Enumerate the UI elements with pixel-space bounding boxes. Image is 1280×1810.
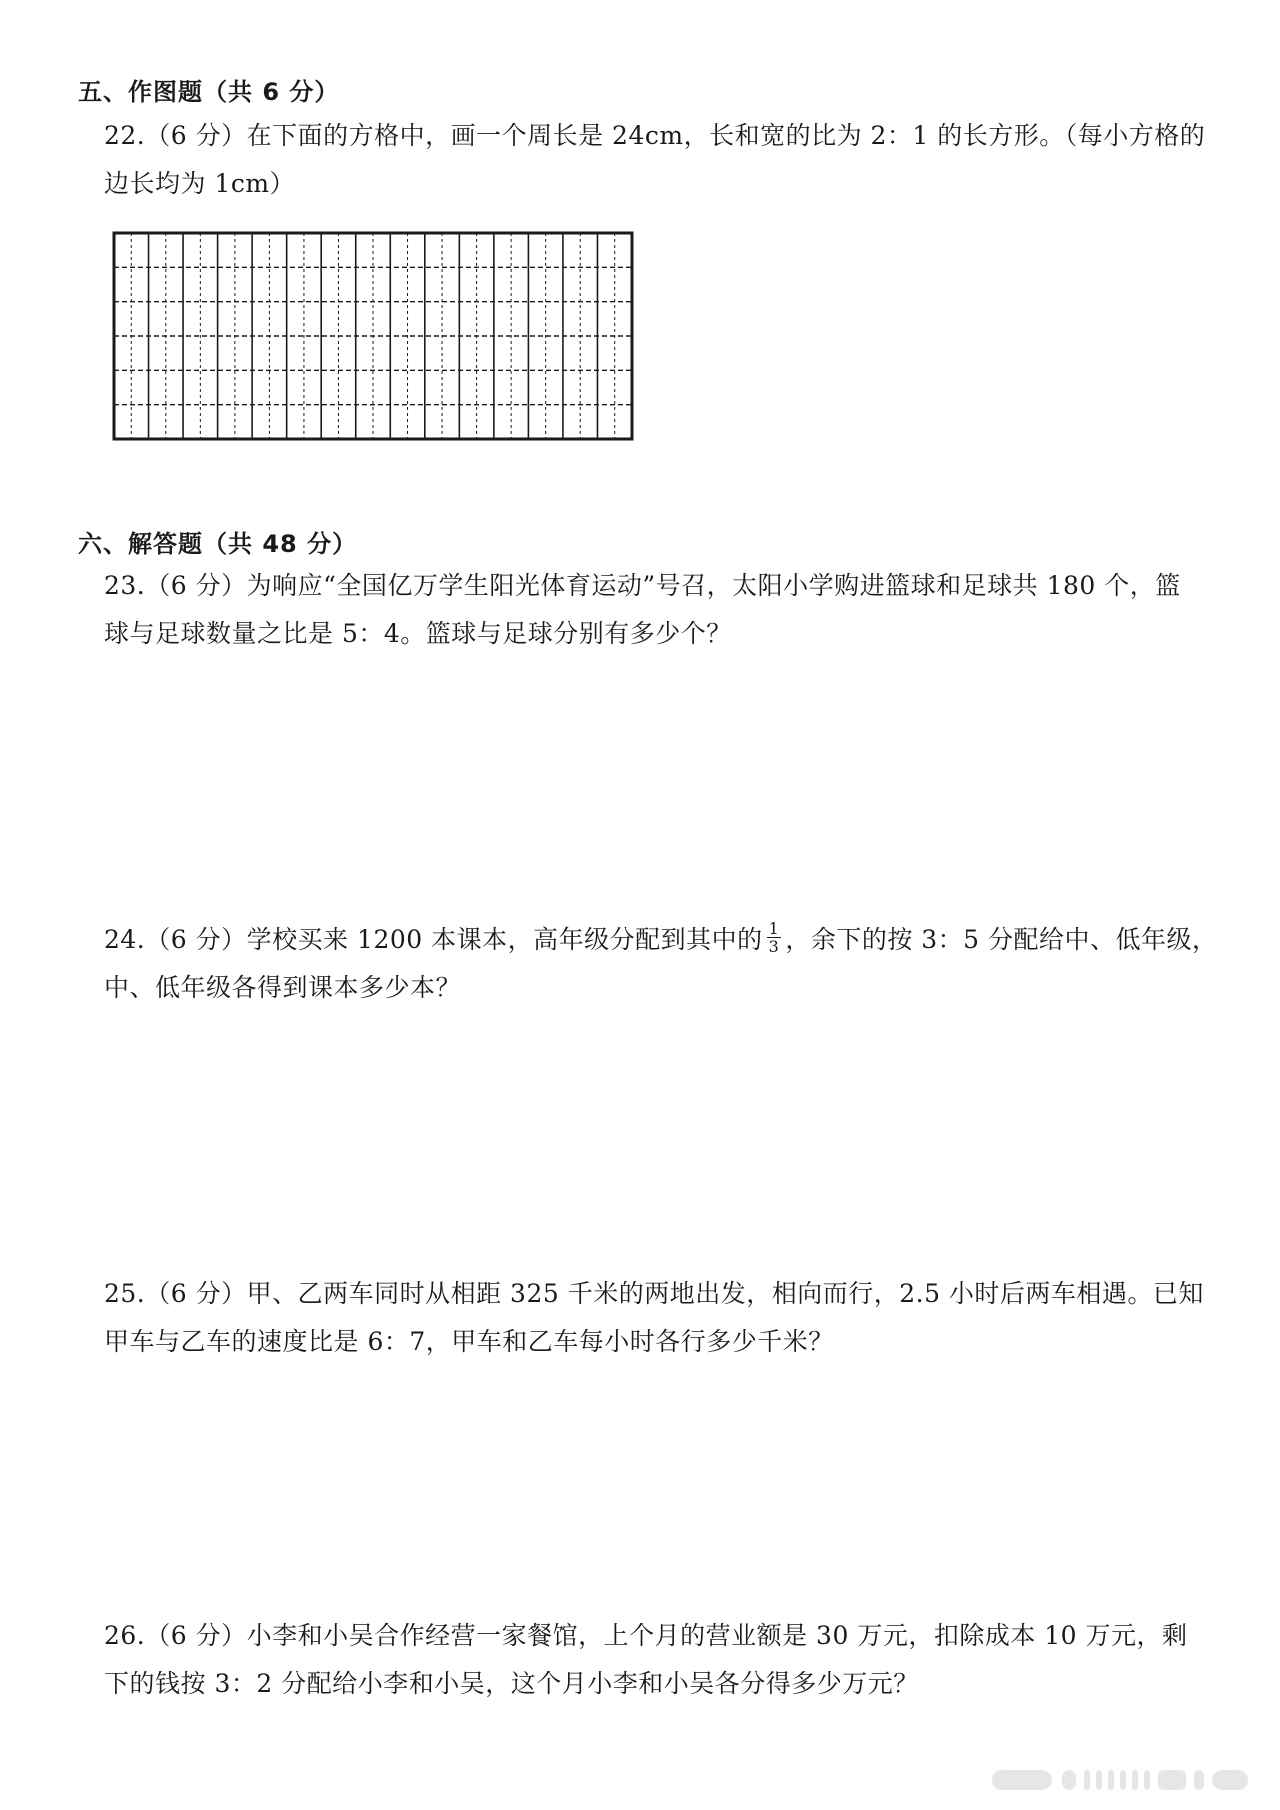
question-23-line-1: 23.（6 分）为响应“全国亿万学生阳光体育运动”号召，太阳小学购进篮球和足球共 180 个，篮 bbox=[104, 571, 1181, 600]
question-24-line-2: 中、低年级各得到课本多少本？ bbox=[104, 973, 462, 1002]
grid-svg bbox=[112, 231, 634, 441]
question-25-line-2: 甲车与乙车的速度比是 6：7，甲车和乙车每小时各行多少千米？ bbox=[104, 1327, 834, 1356]
fraction-numerator: 1 bbox=[768, 919, 780, 938]
question-24-line-1 bbox=[104, 916, 1218, 964]
question-22-line-2: 边长均为 1cm） bbox=[104, 169, 296, 198]
question-22 bbox=[104, 112, 1214, 208]
watermark-bars bbox=[992, 1768, 1252, 1792]
question-26-line-1: 26.（6 分）小李和小吴合作经营一家餐馆，上个月的营业额是 30 万元，扣除成本 10 万元，剩 bbox=[104, 1621, 1188, 1650]
question-24-line-1-end: ，余下的按 3：5 分配给中、低年级， bbox=[785, 925, 1218, 954]
section-title-drawing: 五、作图题（共 6 分） bbox=[78, 78, 340, 106]
drawing-grid[interactable] bbox=[112, 231, 634, 441]
question-25-line-1: 25.（6 分）甲、乙两车同时从相距 325 千米的两地出发，相向而行，2.5 小时后两车相遇。已知 bbox=[104, 1279, 1204, 1308]
question-25 bbox=[104, 1270, 1214, 1366]
question-24 bbox=[104, 916, 1218, 1012]
question-23-line-2: 球与足球数量之比是 5：4。篮球与足球分别有多少个？ bbox=[104, 619, 732, 648]
question-26-line-2: 下的钱按 3：2 分配给小李和小吴，这个月小李和小吴各分得多少万元？ bbox=[104, 1669, 919, 1698]
question-26 bbox=[104, 1612, 1214, 1708]
section-title-answers: 六、解答题（共 48 分） bbox=[78, 530, 358, 558]
question-24-line-1-start: 24.（6 分）学校买来 1200 本课本，高年级分配到其中的 bbox=[104, 925, 763, 954]
question-22-line-1: 22.（6 分）在下面的方格中，画一个周长是 24cm，长和宽的比为 2：1 的长方形。（每小方格的 bbox=[104, 121, 1206, 150]
question-23 bbox=[104, 562, 1214, 658]
fraction-one-third bbox=[767, 920, 782, 955]
fraction-denominator: 3 bbox=[768, 937, 780, 956]
